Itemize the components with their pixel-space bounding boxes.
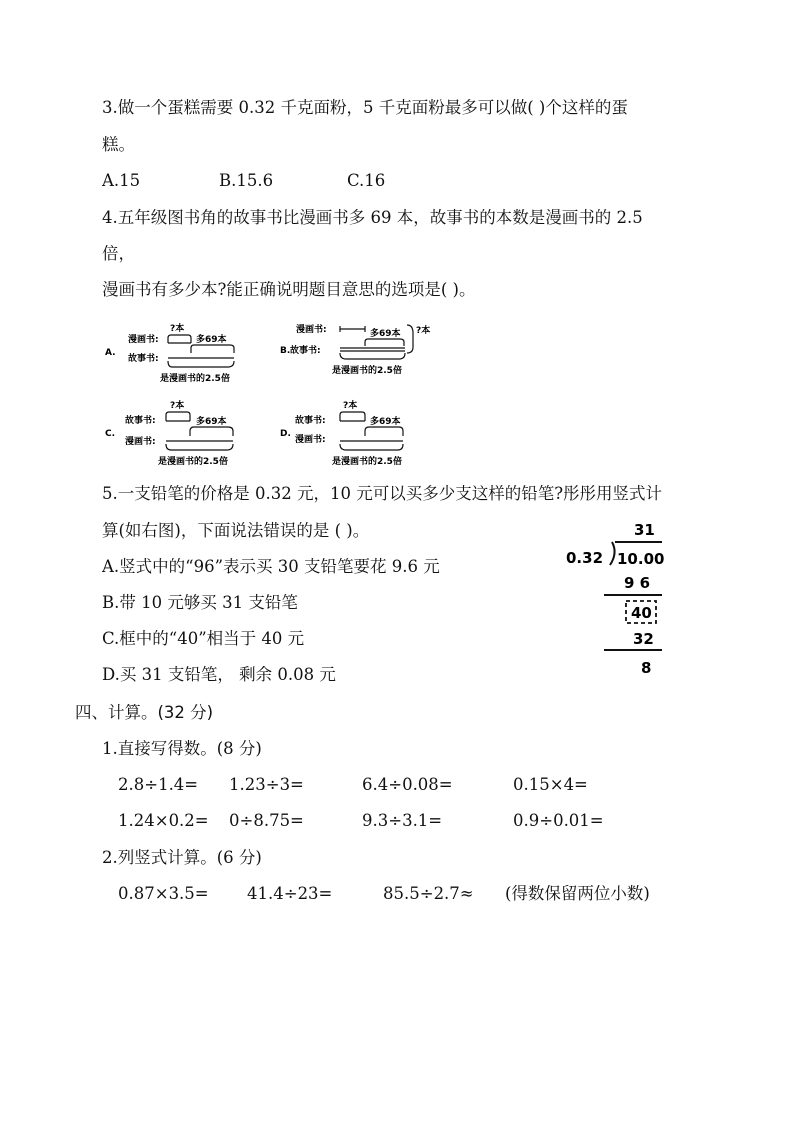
calc-2-3: 9.3÷3.1= — [362, 811, 443, 830]
q4-diagram-figure — [100, 315, 430, 475]
fig-c-times: 是漫画书的2.5倍 — [158, 457, 228, 467]
fig-c-comic: 漫画书: — [125, 437, 156, 447]
q3-line-1: 3.做一个蛋糕需要 0.32 千克面粉，5 千克面粉最多可以做( )个这样的蛋 — [102, 98, 628, 117]
division-dividend: 10.00 — [617, 550, 665, 568]
fig-b-comic: 漫画书: — [296, 325, 327, 335]
q5-option-c: C.框中的“40”相当于 40 元 — [102, 629, 305, 648]
fig-b-times: 是漫画书的2.5倍 — [332, 366, 402, 376]
calc-1-2: 1.23÷3= — [229, 775, 304, 794]
fig-b-more69: 多69本 — [370, 329, 401, 339]
fig-a-times: 是漫画书的2.5倍 — [160, 374, 230, 384]
q5-option-d: D.买 31 支铅笔， 剩余 0.08 元 — [102, 665, 336, 684]
q4-line-1: 4.五年级图书角的故事书比漫画书多 69 本，故事书的本数是漫画书的 2.5 — [102, 208, 643, 227]
fig-b-question: ?本 — [416, 326, 430, 336]
q3-option-b: B.15.6 — [219, 171, 274, 190]
calc-2-4: 0.9÷0.01= — [513, 811, 604, 830]
fig-a-story: 故事书: — [128, 354, 159, 364]
calc-3-2: 41.4÷23= — [247, 884, 333, 903]
division-quotient: 31 — [634, 521, 655, 539]
division-remainder-1: 40 — [631, 604, 652, 622]
fig-d-comic: 漫画书: — [295, 435, 326, 445]
calc-2-2: 0÷8.75= — [229, 811, 304, 830]
calc-3-3: 85.5÷2.7≈ — [383, 884, 474, 903]
part-1-title: 1.直接写得数。(8 分) — [102, 739, 262, 758]
fig-a-comic: 漫画书: — [128, 335, 159, 345]
calc-3-1: 0.87×3.5= — [118, 884, 209, 903]
fig-d-more69: 多69本 — [370, 417, 401, 427]
part-2-title: 2.列竖式计算。(6 分) — [102, 848, 262, 867]
q5-option-b: B.带 10 元够买 31 支铅笔 — [102, 593, 298, 612]
fig-a-question: ?本 — [170, 324, 185, 334]
calc-1-3: 6.4÷0.08= — [362, 775, 453, 794]
division-step-2: 32 — [633, 630, 654, 648]
section-4-title: 四、计算。(32 分) — [75, 703, 214, 722]
q5-option-a: A.竖式中的“96”表示买 30 支铅笔要花 9.6 元 — [102, 557, 440, 576]
division-remainder-2: 8 — [641, 659, 652, 677]
fig-c-story: 故事书: — [125, 416, 156, 426]
fig-c-label: C. — [105, 429, 116, 439]
fig-c-more69: 多69本 — [196, 417, 227, 427]
fig-a-label: A. — [105, 348, 116, 358]
q3-line-2: 糕。 — [102, 135, 135, 154]
calc-1-4: 0.15×4= — [513, 775, 588, 794]
q3-option-c: C.16 — [347, 171, 386, 190]
fig-b-label: B. — [280, 346, 291, 356]
fig-b-story: 故事书: — [290, 346, 321, 356]
calc-1-1: 2.8÷1.4= — [118, 775, 199, 794]
q4-line-2: 倍， — [102, 244, 135, 263]
q4-line-3: 漫画书有多少本?能正确说明题目意思的选项是( )。 — [102, 280, 476, 299]
calc-3-note: (得数保留两位小数) — [505, 884, 650, 903]
q5-line-2: 算(如右图)，下面说法错误的是 ( )。 — [102, 521, 370, 540]
fig-c-question: ?本 — [170, 401, 185, 411]
fig-d-times: 是漫画书的2.5倍 — [332, 457, 402, 467]
fig-a-more69: 多69本 — [196, 335, 227, 345]
fig-d-question: ?本 — [343, 401, 358, 411]
division-step-1: 9 6 — [624, 574, 651, 592]
q3-option-a: A.15 — [102, 171, 141, 190]
fig-d-story: 故事书: — [295, 416, 326, 426]
fig-d-label: D. — [280, 429, 291, 439]
q5-line-1: 5.一支铅笔的价格是 0.32 元，10 元可以买多少支这样的铅笔?彤彤用竖式计 — [102, 484, 663, 503]
long-division-figure — [560, 515, 680, 680]
calc-2-1: 1.24×0.2= — [118, 811, 209, 830]
division-divisor: 0.32 — [566, 549, 604, 567]
